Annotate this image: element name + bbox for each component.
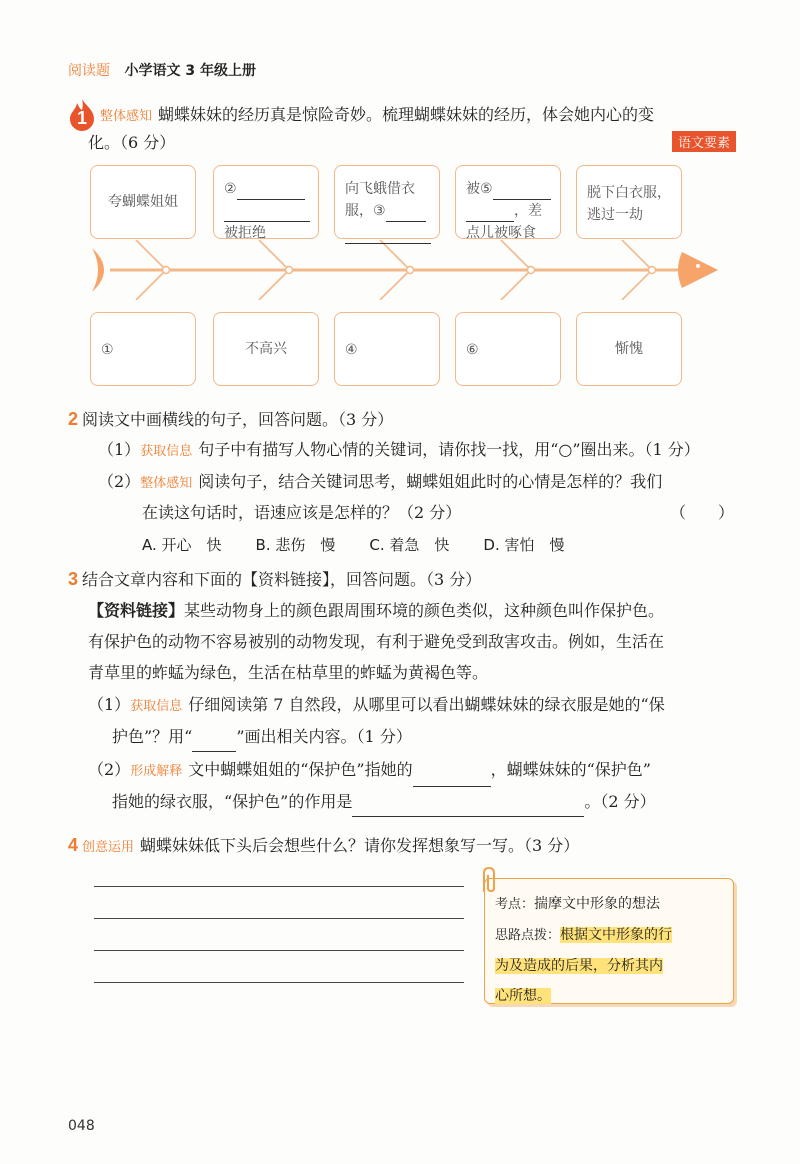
q2-answer-paren[interactable]: （ ） xyxy=(670,503,735,522)
q2-number: 2 xyxy=(68,409,79,429)
bottom-box-3[interactable] xyxy=(334,312,440,386)
q2-sub2 xyxy=(98,467,662,499)
q2-text: 阅读文中画横线的句子，回答问题。（3 分） xyxy=(82,410,394,429)
top-box-2 xyxy=(213,165,319,239)
bottom-box-1[interactable] xyxy=(90,312,196,386)
q3-sub2 xyxy=(88,755,651,787)
box5-line1: 脱下白衣服， xyxy=(587,185,671,201)
q2-option-b[interactable]: B. 悲伤 慢 xyxy=(255,536,336,554)
q4-number: 4 xyxy=(68,835,79,855)
q2-sub1-tag: 获取信息 xyxy=(140,444,193,459)
q3-sub2-text1b: ，蝴蝶妹妹的“保护色” xyxy=(490,760,651,779)
fishbone-diagram xyxy=(86,240,726,300)
q1-number: 1 xyxy=(77,108,88,128)
writing-line-1[interactable] xyxy=(94,886,464,887)
box5-line2: 逃过一劫 xyxy=(587,207,643,223)
top-box-1-text: 夸蝴蝶姐姐 xyxy=(108,194,178,210)
header-category: 阅读题 xyxy=(68,63,110,79)
q4-tag: 创意运用 xyxy=(82,840,135,855)
fish-head xyxy=(678,252,718,288)
q1-badge: 语文要素 xyxy=(672,131,736,152)
top-box-5 xyxy=(576,165,682,239)
box4-line3: 点儿被啄食 xyxy=(466,225,536,241)
box2-line3: 被拒绝 xyxy=(224,225,266,241)
underline-sample xyxy=(192,735,236,752)
q2-option-d[interactable]: D. 害怕 慢 xyxy=(483,536,565,554)
note-text-3: 为及造成的后果，分析其内 xyxy=(495,958,663,974)
bottom-box-4-text: ⑥ xyxy=(466,342,479,358)
page-number: 048 xyxy=(68,1118,95,1134)
answer-blank-2b[interactable] xyxy=(224,205,310,222)
q2-option-a[interactable]: A. 开心 快 xyxy=(142,536,222,554)
answer-blank-q3-2a[interactable] xyxy=(413,770,491,787)
q3-sub1 xyxy=(88,690,665,722)
bottom-box-4[interactable] xyxy=(455,312,561,386)
q2-sub2-line2: 在读这句话时，语速应该是怎样的？（2 分） xyxy=(142,503,462,522)
q2-options xyxy=(142,530,564,560)
fish-tail xyxy=(92,248,104,292)
q3-text: 结合文章内容和下面的【资料链接】，回答问题。（3 分） xyxy=(82,570,482,589)
q3-number: 3 xyxy=(68,569,79,589)
top-box-4 xyxy=(455,165,561,239)
q1-line1 xyxy=(100,100,654,132)
answer-blank-3b[interactable] xyxy=(345,227,431,244)
q2-line xyxy=(68,404,393,435)
paperclip-icon xyxy=(478,866,500,896)
q3-line xyxy=(68,564,481,595)
note-label-1: 考点： xyxy=(495,897,535,912)
q2-sub2-tag: 整体感知 xyxy=(140,476,193,491)
fish-eye xyxy=(696,264,700,268)
q3-sub1-line2 xyxy=(112,722,412,752)
q2-sub1 xyxy=(98,435,700,467)
note-text-1: 揣摩文中形象的想法 xyxy=(534,896,661,912)
q3-sub2-text2a: 指她的绿衣服，“保护色”的作用是 xyxy=(112,792,353,811)
answer-blank-5b[interactable] xyxy=(466,205,514,222)
writing-line-2[interactable] xyxy=(94,918,464,919)
q3-sub1-text1: 仔细阅读第 7 自然段，从哪里可以看出蝴蝶妹妹的绿衣服是她的“保 xyxy=(188,695,665,714)
top-box-1 xyxy=(90,165,196,239)
bottom-box-2-text: 不高兴 xyxy=(245,341,287,357)
q3-sub2-line2 xyxy=(112,787,656,817)
page-header xyxy=(68,60,256,80)
answer-blank-5a[interactable] xyxy=(493,183,551,200)
bottom-box-3-text: ④ xyxy=(345,342,358,358)
q2-sub1-num: （1） xyxy=(98,440,141,459)
header-book: 小学语文 3 年级上册 xyxy=(124,63,256,79)
q3-sub2-num: （2） xyxy=(88,760,131,779)
q1-tag: 整体感知 xyxy=(100,109,153,124)
q3-sub2-tag: 形成解释 xyxy=(130,764,183,779)
q1-line2: 化。（6 分） xyxy=(88,133,176,152)
box3-prefix: 服，③ xyxy=(345,203,386,219)
note-text-4: 心所想。 xyxy=(495,988,551,1004)
q3-link-line1 xyxy=(88,596,664,626)
q3-link-line2: 有保护色的动物不容易被别的动物发现，有利于避免受到敌害攻击。例如，生活在 xyxy=(88,632,665,651)
q3-link-line3: 青草里的蚱蜢为绿色，生活在枯草里的蚱蜢为黄褐色等。 xyxy=(88,663,489,682)
box2-prefix: ② xyxy=(224,181,237,197)
q3-link-text1: 某些动物身上的颜色跟周围环境的颜色类似，这种颜色叫作保护色。 xyxy=(184,601,665,620)
top-box-3 xyxy=(334,165,440,239)
q4-text: 蝴蝶妹妹低下头后会想些什么？请你发挥想象写一写。（3 分） xyxy=(140,836,580,855)
writing-line-3[interactable] xyxy=(94,950,464,951)
q2-sub2-text1: 阅读句子，结合关键词思考，蝴蝶姐姐此时的心情是怎样的？我们 xyxy=(198,472,663,491)
writing-line-4[interactable] xyxy=(94,982,464,983)
q3-sub1-text2b: ”画出相关内容。（1 分） xyxy=(236,727,412,746)
answer-blank-2a[interactable] xyxy=(237,183,305,200)
q3-sub2-text2b: 。（2 分） xyxy=(584,792,656,811)
answer-blank-q3-2b[interactable] xyxy=(352,800,584,817)
box4-prefix: 被⑤ xyxy=(466,181,493,197)
q2-sub2-num: （2） xyxy=(98,472,141,491)
bottom-box-1-text: ① xyxy=(101,342,114,358)
bottom-box-5 xyxy=(576,312,682,386)
answer-blank-3a[interactable] xyxy=(386,205,426,222)
q3-sub1-tag: 获取信息 xyxy=(130,699,183,714)
q4-line xyxy=(68,830,579,863)
q2-option-c[interactable]: C. 着急 快 xyxy=(369,536,450,554)
box4-suffix: ，差 xyxy=(514,203,542,219)
q3-sub2-text1a: 文中蝴蝶姐姐的“保护色”指她的 xyxy=(188,760,413,779)
note-text-2: 根据文中形象的行 xyxy=(560,927,673,943)
q1-text-line1: 蝴蝶妹妹的经历真是惊险奇妙。梳理蝴蝶妹妹的经历，体会她内心的变 xyxy=(158,105,655,124)
q3-sub1-text2a: 护色”？用“ xyxy=(112,727,193,746)
q3-link-label: 【资料链接】 xyxy=(88,601,185,620)
note-label-2: 思路点拨： xyxy=(495,928,561,943)
q2-sub1-text: 句子中有描写人物心情的关键词，请你找一找，用“○”圈出来。（1 分） xyxy=(198,440,700,459)
q3-sub1-num: （1） xyxy=(88,695,131,714)
bottom-box-2 xyxy=(213,312,319,386)
bottom-box-5-text: 惭愧 xyxy=(615,341,643,357)
box3-line1: 向飞蛾借衣 xyxy=(345,181,415,197)
hint-note xyxy=(484,878,734,1004)
